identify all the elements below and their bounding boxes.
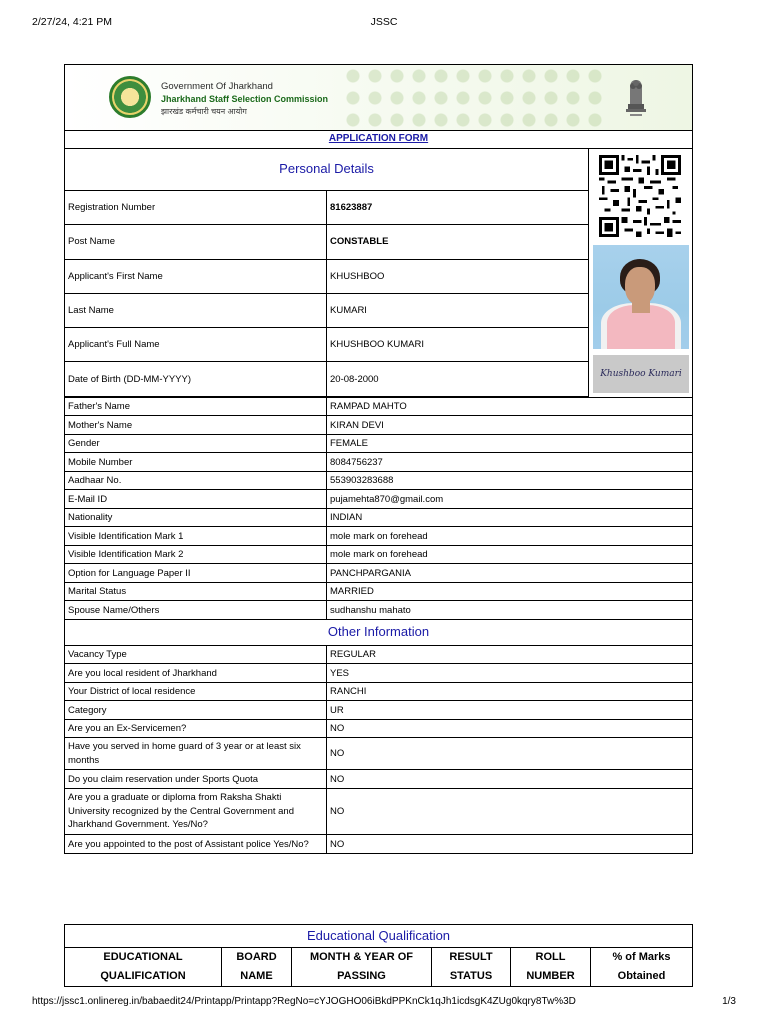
personal-details-heading: Personal Details (65, 149, 588, 191)
print-header (32, 16, 736, 30)
row-value: FEMALE (330, 438, 369, 450)
print-date: 2/27/24, 4:21 PM (32, 16, 112, 28)
row-label: Do you claim reservation under Sports Quota (65, 770, 327, 788)
table-row (65, 328, 588, 362)
photo-column (589, 149, 693, 397)
row-value: sudhanshu mahato (330, 604, 411, 616)
other-information-section (65, 620, 692, 854)
commission-name: Jharkhand Staff Selection Commission (161, 94, 329, 104)
row-label: Applicant's First Name (65, 260, 327, 293)
table-row (65, 225, 588, 259)
row-value: UR (330, 704, 344, 716)
row-label: Your District of local residence (65, 683, 327, 701)
table-row (65, 701, 692, 720)
row-label: Date of Birth (DD-MM-YYYY) (65, 362, 327, 395)
row-label: Option for Language Paper II (65, 564, 327, 582)
table-row (65, 789, 692, 835)
column-header-line2: PASSING (337, 970, 386, 982)
row-label: Visible Identification Mark 2 (65, 546, 327, 564)
row-label: Spouse Name/Others (65, 601, 327, 619)
row-label: Vacancy Type (65, 646, 327, 664)
table-row (65, 583, 692, 602)
educational-qualification-heading: Educational Qualification (65, 925, 692, 948)
row-label: Nationality (65, 509, 327, 527)
educational-qualification-table (64, 924, 693, 987)
column-header-line1: MONTH & YEAR OF (309, 951, 414, 963)
table-header-row (65, 948, 692, 986)
table-row (65, 835, 692, 854)
table-row (65, 646, 692, 665)
row-label: Aadhaar No. (65, 472, 327, 490)
national-emblem-icon (622, 74, 650, 118)
row-label: Mobile Number (65, 453, 327, 471)
row-value: 81623887 (330, 202, 373, 214)
banner-pattern (342, 65, 602, 131)
column-header (65, 948, 222, 986)
table-row (65, 770, 692, 789)
table-row (65, 260, 588, 294)
column-header (222, 948, 292, 986)
row-value: KIRAN DEVI (330, 419, 384, 431)
row-value: KUMARI (330, 305, 367, 317)
row-label: Visible Identification Mark 1 (65, 527, 327, 545)
personal-details-rest (65, 397, 692, 620)
column-header-line2: NUMBER (526, 970, 575, 982)
row-value: NO (330, 773, 345, 785)
application-form-link[interactable]: APPLICATION FORM (328, 133, 429, 144)
table-row (65, 362, 588, 396)
column-header-line2: NAME (240, 970, 273, 982)
column-header (591, 948, 692, 986)
row-value: NO (330, 805, 345, 817)
row-label: Registration Number (65, 191, 327, 224)
table-row (65, 664, 692, 683)
row-value: INDIAN (330, 512, 363, 524)
column-header (432, 948, 511, 986)
table-row (65, 490, 692, 509)
row-value: pujamehta870@gmail.com (330, 493, 444, 505)
table-row (65, 294, 588, 328)
applicant-signature (593, 355, 689, 393)
row-value: PANCHPARGANIA (330, 567, 411, 579)
print-title: JSSC (370, 16, 398, 28)
column-header-line1: EDUCATIONAL (103, 951, 183, 963)
row-value: MARRIED (330, 586, 374, 598)
photo-face (625, 267, 655, 305)
table-row (65, 453, 692, 472)
table-row (65, 683, 692, 702)
page-number: 1/3 (722, 996, 736, 1007)
table-row (65, 601, 692, 620)
column-header-line2: Obtained (617, 970, 666, 982)
table-row (65, 416, 692, 435)
row-value: YES (330, 667, 350, 679)
qr-code-icon (597, 155, 683, 237)
row-value: mole mark on forehead (330, 549, 428, 561)
column-header-line2: STATUS (449, 970, 493, 982)
row-label: Mother's Name (65, 416, 327, 434)
print-url: https://jssc1.onlinereg.in/babaedit24/Printapp/Printapp?RegNo=cYJOGHO06iBkdPPKnCk1qJh1icdsgK4ZUg0kqry8Tw%3D (32, 996, 576, 1007)
row-value: mole mark on forehead (330, 530, 428, 542)
table-row (65, 472, 692, 491)
commission-name-hindi: झारखंड कर्मचारी चयन आयोग (161, 107, 247, 116)
column-header-line2: QUALIFICATION (100, 970, 186, 982)
row-value: REGULAR (330, 649, 376, 661)
other-information-heading: Other Information (65, 620, 692, 646)
signature-text: Khushboo Kumari (600, 369, 682, 379)
row-value: RANCHI (330, 686, 367, 698)
row-label: Father's Name (65, 398, 327, 416)
column-header (511, 948, 591, 986)
row-value: NO (330, 838, 345, 850)
row-value: 8084756237 (330, 456, 383, 468)
table-row (65, 738, 692, 770)
row-value: KHUSHBOO (330, 270, 385, 282)
table-row (65, 527, 692, 546)
row-label: Are you local resident of Jharkhand (65, 664, 327, 682)
row-value: KHUSHBOO KUMARI (330, 339, 424, 351)
form-title (65, 131, 692, 149)
table-row (65, 720, 692, 739)
row-label: Category (65, 701, 327, 719)
row-value: RAMPAD MAHTO (330, 401, 407, 413)
personal-details-section (65, 149, 692, 397)
row-value: 553903283688 (330, 475, 394, 487)
table-row (65, 398, 692, 417)
row-label: Marital Status (65, 583, 327, 601)
table-row (65, 509, 692, 528)
personal-details-table (65, 149, 589, 397)
applicant-photo (593, 245, 689, 349)
row-label: E-Mail ID (65, 490, 327, 508)
row-value: NO (330, 723, 345, 735)
row-label: Are you an Ex-Servicemen? (65, 720, 327, 738)
gov-name: Government Of Jharkhand (161, 81, 273, 92)
column-header-line1: ROLL (535, 951, 566, 963)
row-label: Applicant's Full Name (65, 328, 327, 361)
table-row (65, 191, 588, 225)
table-row (65, 435, 692, 454)
column-header-line1: % of Marks (612, 951, 671, 963)
row-label: Last Name (65, 294, 327, 327)
row-value: 20-08-2000 (330, 373, 379, 385)
row-label: Are you a graduate or diploma from Raksha Shakti University recognized by the Central Government and Jharkhand Government. Yes/No? (65, 789, 327, 834)
row-label: Are you appointed to the post of Assistant police Yes/No? (65, 835, 327, 854)
row-value: NO (330, 748, 345, 760)
table-row (65, 546, 692, 565)
jharkhand-seal-icon (109, 76, 151, 118)
print-footer (32, 996, 736, 1010)
column-header-line1: BOARD (236, 951, 277, 963)
row-label: Have you served in home guard of 3 year or at least six months (65, 738, 327, 769)
table-row (65, 564, 692, 583)
row-label: Gender (65, 435, 327, 453)
header-banner (65, 65, 692, 131)
column-header-line1: RESULT (449, 951, 493, 963)
application-form (64, 64, 693, 854)
row-label: Post Name (65, 225, 327, 258)
column-header (292, 948, 432, 986)
row-value: CONSTABLE (330, 236, 389, 248)
banner-text (161, 81, 328, 117)
